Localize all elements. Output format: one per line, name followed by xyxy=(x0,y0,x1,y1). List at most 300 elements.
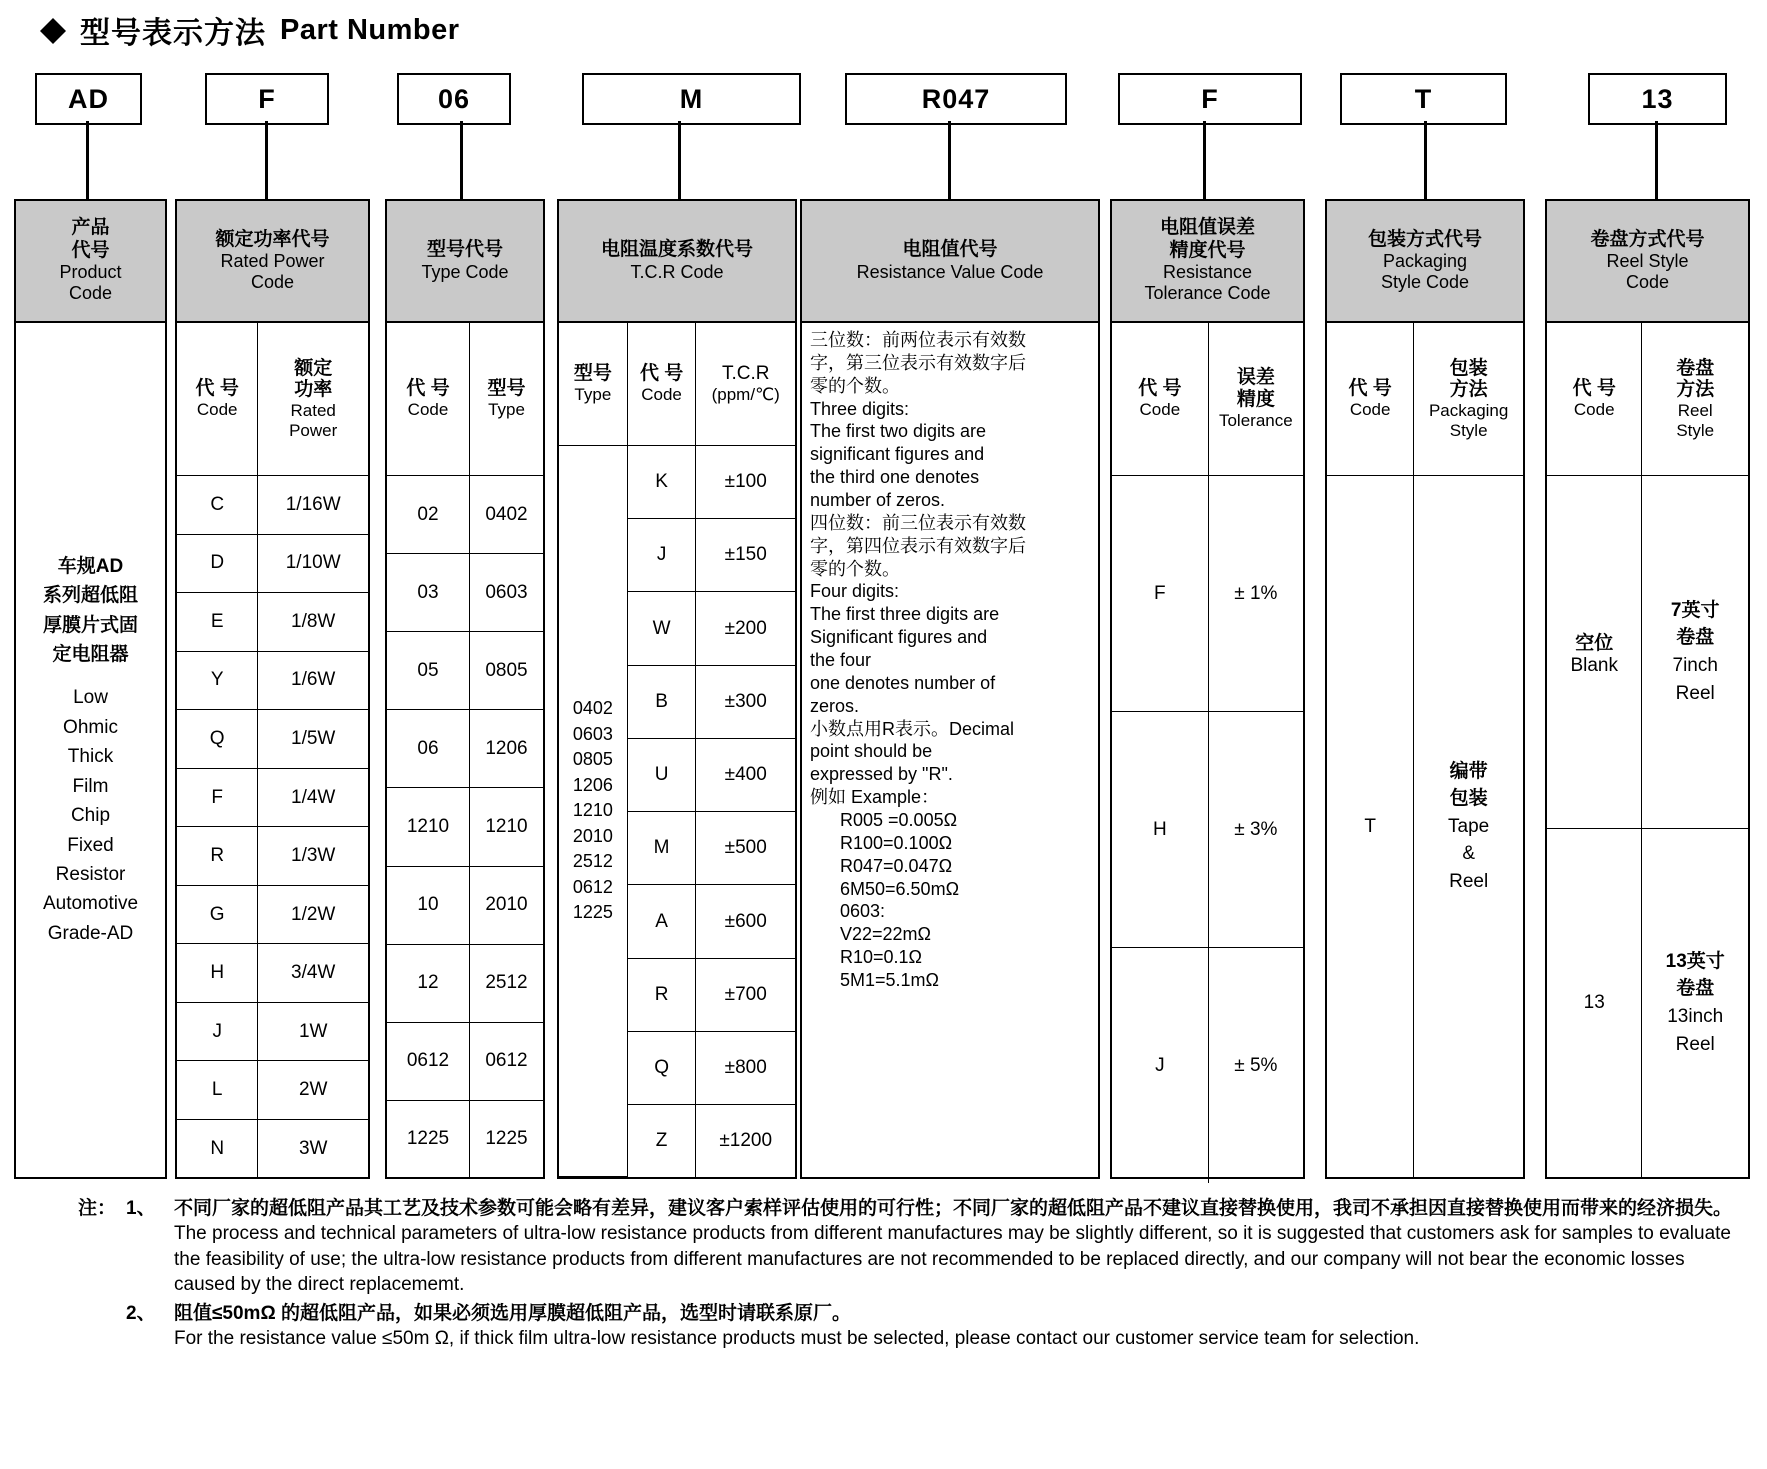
product-desc-line: 厚膜片式固 xyxy=(42,614,138,636)
cell-code: J xyxy=(1112,948,1208,1184)
cell-code: 0612 xyxy=(387,1022,470,1100)
header-en-line2: Code xyxy=(68,283,113,304)
header-code xyxy=(1112,323,1208,476)
table-row xyxy=(177,827,368,886)
table-header-row xyxy=(1547,323,1748,476)
cell-tcr: ±800 xyxy=(696,1031,795,1104)
header-tol-en: Tolerance xyxy=(1218,411,1293,431)
product-desc-line: Fixed xyxy=(67,834,114,856)
table-row xyxy=(177,710,368,769)
leader-line-product xyxy=(86,121,89,201)
part-number-box-product: AD xyxy=(35,73,142,125)
table-row xyxy=(177,593,368,652)
column-type-code xyxy=(385,199,545,1179)
table-row xyxy=(1547,476,1748,829)
column-tolerance-code xyxy=(1110,199,1305,1179)
cell-tcr: ±400 xyxy=(696,738,795,811)
column-tolerance-header xyxy=(1112,201,1303,323)
column-rated-power-header xyxy=(177,201,368,323)
product-desc-line: Grade-AD xyxy=(47,922,134,944)
table-header-row xyxy=(177,323,368,476)
rvc-line: number of zeros. xyxy=(810,490,946,511)
header-reel-cn2: 方法 xyxy=(1676,379,1715,401)
reel-cn1: 13英寸 xyxy=(1665,950,1725,972)
rvc-line: 例如 Example： xyxy=(810,787,940,808)
type-item: 1225 xyxy=(572,902,613,923)
rvc-line: 字，第三位表示有效数字后 xyxy=(810,352,1026,373)
reel-en1: 7inch xyxy=(1672,655,1718,676)
header-en-line2: Code xyxy=(250,272,295,293)
rvc-example: 0603: xyxy=(840,901,886,922)
header-en-line1: Product xyxy=(59,262,122,283)
spacer xyxy=(20,669,161,683)
reel-en2: Reel xyxy=(1675,682,1715,704)
cell-tcr: ±200 xyxy=(696,592,795,665)
cell-tcr: ±1200 xyxy=(696,1105,795,1177)
header-reel-en1: Reel xyxy=(1677,401,1713,421)
column-reel-style-code xyxy=(1545,199,1750,1179)
table-header-row xyxy=(1327,323,1523,476)
cell-type: 1225 xyxy=(470,1100,544,1177)
cell-power: 1/4W xyxy=(258,768,368,827)
header-tcr xyxy=(696,323,795,446)
column-reel-style-header xyxy=(1547,201,1748,323)
header-cn: 卷盘方式代号 xyxy=(1590,228,1705,250)
cell-code: 02 xyxy=(387,476,470,554)
header-power-en1: Rated xyxy=(290,401,336,421)
cell-power: 2W xyxy=(258,1061,368,1120)
header-type-en: Type xyxy=(488,400,525,420)
header-code-cn: 代 号 xyxy=(639,363,684,385)
cell-code: F xyxy=(1112,476,1208,712)
header-style-en1: Packaging xyxy=(1428,401,1509,421)
cell-code: U xyxy=(627,738,696,811)
cell-type: 1206 xyxy=(470,710,544,788)
cell-tcr: ±150 xyxy=(696,519,795,592)
cell-tcr: ±700 xyxy=(696,958,795,1031)
product-desc-line: 定电阻器 xyxy=(52,643,129,665)
cell-code: H xyxy=(1112,712,1208,948)
rvc-example: V22=22mΩ xyxy=(840,924,932,945)
rvc-line: Four digits: xyxy=(810,581,900,602)
product-desc-line: 系列超低阻 xyxy=(42,585,138,607)
title-english: Part Number xyxy=(280,13,460,46)
cell-power: 1/6W xyxy=(258,651,368,710)
column-reel-style-body xyxy=(1547,323,1748,1177)
cell-power: 1/2W xyxy=(258,885,368,944)
cell-code: Q xyxy=(177,710,258,769)
column-product-code-body xyxy=(16,323,165,1177)
reel-cn1: 7英寸 xyxy=(1670,599,1720,621)
part-number-box-packaging: T xyxy=(1340,73,1507,125)
cell-tcr: ±600 xyxy=(696,885,795,958)
table-row xyxy=(177,1002,368,1061)
table-row xyxy=(387,710,543,788)
column-resistance-value-body xyxy=(802,323,1098,1177)
cell-code: L xyxy=(177,1061,258,1120)
header-code xyxy=(387,323,470,476)
part-number-box-tcr: M xyxy=(582,73,801,125)
header-tol-cn1: 误差 xyxy=(1236,367,1275,389)
title-chinese: 型号表示方法 xyxy=(80,17,266,50)
column-packaging-header xyxy=(1327,201,1523,323)
header-en: T.C.R Code xyxy=(630,261,724,282)
table-row xyxy=(1112,948,1303,1184)
cell-code: T xyxy=(1327,476,1414,1178)
cell-code: B xyxy=(627,665,696,738)
header-code-en: Code xyxy=(1573,400,1615,420)
resistance-value-description xyxy=(802,323,1098,1177)
column-rated-power xyxy=(175,199,370,1179)
header-code-en: Code xyxy=(641,385,682,405)
leader-line-rated-power-v2 xyxy=(265,121,268,199)
header-en-line1: Rated Power xyxy=(220,250,325,271)
cell-power: 1/3W xyxy=(258,827,368,886)
cell-reel xyxy=(1642,476,1748,829)
style-en1: Tape xyxy=(1448,815,1490,837)
style-cn2: 包装 xyxy=(1449,788,1488,810)
cell-type-list xyxy=(559,446,627,1177)
note-row-2 xyxy=(78,1301,1738,1352)
cell-type: 2010 xyxy=(470,866,544,944)
page-title xyxy=(40,8,460,52)
rvc-line: The first two digits are xyxy=(810,421,987,442)
rvc-line: 字，第四位表示有效数字后 xyxy=(810,535,1026,556)
code-cn: 空位 xyxy=(1575,632,1614,654)
column-tolerance-body xyxy=(1112,323,1303,1177)
header-power xyxy=(258,323,368,476)
product-desc-line: 车规AD xyxy=(57,555,124,577)
header-reel-en2: Style xyxy=(1676,420,1715,440)
cell-tolerance: ± 1% xyxy=(1208,476,1303,712)
header-tcr-l2: (ppm/℃) xyxy=(711,385,780,405)
cell-power: 1/16W xyxy=(258,476,368,535)
header-code-cn: 代 号 xyxy=(1348,378,1392,400)
cell-code: 06 xyxy=(387,710,470,788)
note-2-cn: 阻值≤50mΩ 的超低阻产品，如果必须选用厚膜超低阻产品，选型时请联系原厂。 xyxy=(174,1303,851,1325)
rvc-line: 四位数：前三位表示有效数 xyxy=(810,512,1026,533)
header-type xyxy=(559,323,627,446)
cell-power: 1/10W xyxy=(258,534,368,593)
type-item: 0805 xyxy=(572,749,613,770)
notes-spacer xyxy=(78,1301,126,1352)
header-type-cn: 型号 xyxy=(487,378,526,400)
column-type-code-body xyxy=(387,323,543,1177)
note-1-en: The process and technical parameters of ultra-low resistance products from different manufactures may be slightly different, so it is suggested that customers ask for samples to evaluate the feasibility of use; the ultra-low resistance products from different manufactures are not recommended to be replaced directly, and our company will not bear the economic losses caused by the direct replacememt. xyxy=(174,1223,1731,1295)
cell-code: F xyxy=(177,768,258,827)
rvc-example: R100=0.100Ω xyxy=(840,832,953,853)
note-number-1: 1、 xyxy=(126,1198,156,1219)
rvc-line: Significant figures and xyxy=(810,627,988,648)
cell-code: C xyxy=(177,476,258,535)
header-code xyxy=(177,323,258,476)
rvc-example: 5M1=5.1mΩ xyxy=(840,970,939,991)
header-en-line1: Packaging xyxy=(1382,250,1468,271)
cell-style xyxy=(1414,476,1523,1178)
note-1-cn: 不同厂家的超低阻产品其工艺及技术参数可能会略有差异，建议客户索样评估使用的可行性；不同厂家的超低阻产品不建议直接替换使用，我司不承担因直接替换使用而带来的经济损失。 xyxy=(174,1198,1733,1219)
column-type-code-header xyxy=(387,201,543,323)
cell-code: K xyxy=(627,446,696,519)
note-number-2: 2、 xyxy=(126,1303,156,1325)
table-row xyxy=(177,885,368,944)
cell-type: 0603 xyxy=(470,554,544,632)
column-tcr-header xyxy=(559,201,795,323)
header-type-cn: 型号 xyxy=(573,363,612,385)
table-row xyxy=(387,476,543,554)
type-code-table xyxy=(387,323,543,1177)
style-en2: & xyxy=(1462,843,1475,865)
header-en-line1: Reel Style xyxy=(1606,250,1689,271)
table-header-row xyxy=(387,323,543,476)
type-item: 1206 xyxy=(572,774,613,795)
column-resistance-value-header xyxy=(802,201,1098,323)
rvc-line: point should be xyxy=(810,741,933,762)
table-row xyxy=(387,1022,543,1100)
cell-type: 2512 xyxy=(470,944,544,1022)
table-row xyxy=(177,768,368,827)
header-code-en: Code xyxy=(1349,400,1391,420)
header-cn-line1: 电阻值误差 xyxy=(1159,217,1255,239)
cell-code: 12 xyxy=(387,944,470,1022)
rvc-line: 零的个数。 xyxy=(810,375,900,396)
table-row xyxy=(1112,476,1303,712)
header-cn-line2: 精度代号 xyxy=(1169,239,1246,261)
column-packaging-code xyxy=(1325,199,1525,1179)
code-en: Blank xyxy=(1570,654,1618,676)
part-number-box-rated-power: F xyxy=(205,73,329,125)
cell-code: M xyxy=(627,812,696,885)
header-code-cn: 代 号 xyxy=(195,378,239,400)
reel-cn2: 卷盘 xyxy=(1676,978,1715,1000)
header-code-cn: 代 号 xyxy=(1138,378,1182,400)
table-row xyxy=(1327,476,1523,1178)
packaging-table xyxy=(1327,323,1523,1177)
rvc-example: 6M50=6.50mΩ xyxy=(840,878,960,899)
notes-section xyxy=(78,1196,1738,1352)
cell-code: 1210 xyxy=(387,788,470,866)
rvc-line: 零的个数。 xyxy=(810,558,900,579)
header-power-cn1: 额定 xyxy=(294,357,333,379)
cell-type: 0402 xyxy=(470,476,544,554)
part-number-box-resistance-value: R047 xyxy=(845,73,1067,125)
header-type-en: Type xyxy=(574,385,612,405)
header-reel-cn1: 卷盘 xyxy=(1676,357,1715,379)
header-cn: 包装方式代号 xyxy=(1367,228,1482,250)
rvc-line: significant figures and xyxy=(810,444,985,465)
header-code xyxy=(1547,323,1642,476)
cell-code: D xyxy=(177,534,258,593)
header-style-cn2: 方法 xyxy=(1449,379,1488,401)
table-row xyxy=(177,534,368,593)
cell-code: R xyxy=(177,827,258,886)
product-description xyxy=(16,323,165,1177)
rvc-line: Three digits: xyxy=(810,398,910,419)
style-en3: Reel xyxy=(1449,870,1489,892)
rvc-example: R10=0.1Ω xyxy=(840,947,923,968)
rvc-line: zeros. xyxy=(810,695,860,716)
header-tolerance xyxy=(1208,323,1303,476)
table-row xyxy=(559,446,795,519)
header-style-en2: Style xyxy=(1449,420,1488,440)
cell-code: R xyxy=(627,958,696,1031)
table-row xyxy=(177,651,368,710)
reel-style-table xyxy=(1547,323,1748,1177)
header-type xyxy=(470,323,544,476)
type-item: 0612 xyxy=(572,876,613,897)
header-cn-line2: 代号 xyxy=(71,239,110,261)
cell-type: 0612 xyxy=(470,1022,544,1100)
table-header-row xyxy=(559,323,795,446)
table-row xyxy=(1112,712,1303,948)
cell-power: 3W xyxy=(258,1120,368,1177)
cell-type: 1210 xyxy=(470,788,544,866)
header-code xyxy=(627,323,696,446)
type-item: 0402 xyxy=(572,698,613,719)
product-desc-line: Low xyxy=(73,687,108,709)
leader-line-type xyxy=(460,121,463,199)
header-code xyxy=(1327,323,1414,476)
header-cn: 型号代号 xyxy=(426,239,503,261)
rvc-line: the four xyxy=(810,650,872,671)
rvc-line: The first three digits are xyxy=(810,604,1000,625)
type-item: 1210 xyxy=(572,800,613,821)
column-product-code-header xyxy=(16,201,165,323)
header-cn-line1: 产品 xyxy=(71,217,110,239)
header-en-line2: Style Code xyxy=(1380,272,1470,293)
table-row xyxy=(387,788,543,866)
header-en-line2: Code xyxy=(1625,272,1670,293)
column-tcr-body xyxy=(559,323,795,1177)
column-packaging-body xyxy=(1327,323,1523,1177)
product-desc-line: Thick xyxy=(67,746,114,768)
type-item: 2010 xyxy=(572,825,613,846)
note-text-2 xyxy=(174,1301,1738,1352)
cell-code: 03 xyxy=(387,554,470,632)
rvc-line: one denotes number of xyxy=(810,672,996,693)
rvc-line: the third one denotes xyxy=(810,467,980,488)
table-row xyxy=(387,866,543,944)
cell-type: 0805 xyxy=(470,632,544,710)
header-cn: 电阻值代号 xyxy=(902,239,998,261)
product-desc-line: Ohmic xyxy=(63,716,118,738)
header-power-en2: Power xyxy=(289,420,338,440)
table-header-row xyxy=(1112,323,1303,476)
cell-code: J xyxy=(177,1002,258,1061)
tcr-table xyxy=(559,323,795,1177)
header-tcr-l1: T.C.R xyxy=(721,363,770,385)
header-tol-cn2: 精度 xyxy=(1236,389,1275,411)
cell-code: W xyxy=(627,592,696,665)
header-cn: 电阻温度系数代号 xyxy=(600,239,753,261)
column-resistance-value-code xyxy=(800,199,1100,1179)
note-2-en: For the resistance value ≤50m Ω, if thick film ultra-low resistance products must be selected, please contact our customer service team for selection. xyxy=(174,1328,1420,1350)
product-desc-line: Film xyxy=(72,775,109,797)
header-code-cn: 代 号 xyxy=(1572,378,1616,400)
cell-code: Y xyxy=(177,651,258,710)
column-rated-power-body xyxy=(177,323,368,1177)
cell-code: 05 xyxy=(387,632,470,710)
header-cn: 额定功率代号 xyxy=(215,228,330,250)
rvc-example: R047=0.047Ω xyxy=(840,855,953,876)
leader-line-packaging xyxy=(1424,121,1427,199)
reel-en2: Reel xyxy=(1675,1033,1715,1055)
rvc-line: 三位数：前两位表示有效数 xyxy=(810,330,1026,350)
product-desc-line: Automotive xyxy=(42,893,139,915)
header-en: Resistance Value Code xyxy=(856,261,1044,282)
tolerance-table xyxy=(1112,323,1303,1183)
type-item: 0603 xyxy=(572,723,613,744)
header-en-line1: Resistance xyxy=(1162,262,1253,283)
table-row xyxy=(177,944,368,1003)
reel-cn2: 卷盘 xyxy=(1676,627,1715,649)
cell-code: 13 xyxy=(1547,829,1642,1178)
cell-code: A xyxy=(627,885,696,958)
header-style xyxy=(1414,323,1523,476)
cell-power: 1/8W xyxy=(258,593,368,652)
leader-line-tcr xyxy=(678,121,681,199)
header-code-en: Code xyxy=(1139,400,1181,420)
product-desc-line: Resistor xyxy=(55,864,126,886)
table-row xyxy=(177,1120,368,1177)
cell-code: Z xyxy=(627,1105,696,1177)
cell-tolerance: ± 3% xyxy=(1208,712,1303,948)
note-text-1 xyxy=(174,1196,1738,1297)
reel-en1: 13inch xyxy=(1667,1006,1724,1027)
header-style-cn1: 包装 xyxy=(1449,357,1488,379)
header-power-cn2: 功率 xyxy=(294,379,333,401)
rvc-example: R005 =0.005Ω xyxy=(840,810,958,831)
cell-power: 3/4W xyxy=(258,944,368,1003)
leader-line-tolerance xyxy=(1203,121,1206,199)
cell-tcr: ±300 xyxy=(696,665,795,738)
cell-code: J xyxy=(627,519,696,592)
cell-power: 1/5W xyxy=(258,710,368,769)
rvc-line: expressed by "R". xyxy=(810,764,953,785)
leader-line-reel xyxy=(1655,121,1658,199)
rvc-line: 小数点用R表示。Decimal xyxy=(810,718,1015,739)
header-en-line2: Tolerance Code xyxy=(1144,283,1271,304)
cell-tcr: ±500 xyxy=(696,812,795,885)
cell-code xyxy=(1547,476,1642,829)
table-row xyxy=(1547,829,1748,1178)
part-number-box-type: 06 xyxy=(397,73,511,125)
cell-code: H xyxy=(177,944,258,1003)
table-row xyxy=(387,944,543,1022)
table-row xyxy=(387,632,543,710)
header-code-en: Code xyxy=(196,400,238,420)
table-row xyxy=(177,476,368,535)
leader-line-resistance-value xyxy=(948,121,951,199)
diamond-bullet-icon xyxy=(40,5,66,31)
cell-code: N xyxy=(177,1120,258,1177)
cell-code: E xyxy=(177,593,258,652)
style-cn1: 编带 xyxy=(1449,760,1488,782)
part-number-box-tolerance: F xyxy=(1118,73,1302,125)
column-tcr-code xyxy=(557,199,797,1179)
note-row-1 xyxy=(78,1196,1738,1297)
rated-power-table xyxy=(177,323,368,1177)
column-product-code xyxy=(14,199,167,1179)
header-reel xyxy=(1642,323,1748,476)
notes-label: 注： xyxy=(78,1198,117,1219)
type-item: 2512 xyxy=(572,851,613,872)
part-number-box-reel-style: 13 xyxy=(1588,73,1727,125)
table-row xyxy=(387,1100,543,1177)
cell-code: 1225 xyxy=(387,1100,470,1177)
cell-code: Q xyxy=(627,1031,696,1104)
cell-code: G xyxy=(177,885,258,944)
table-row xyxy=(177,1061,368,1120)
